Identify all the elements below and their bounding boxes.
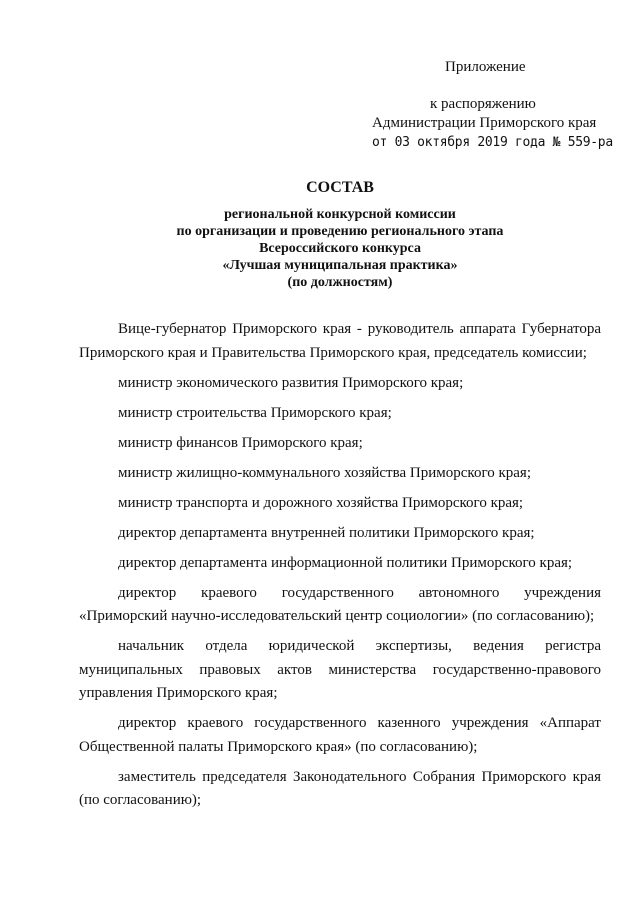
members-list (79, 318, 601, 819)
title-main: СОСТАВ (306, 179, 374, 196)
title-line-2: по организации и проведению регионального этапа (176, 224, 504, 239)
appendix-label: Приложение (445, 59, 526, 75)
member-item: директор краевого государственного казенного учреждения «Аппарат Общественной палаты Приморского края» (по согласованию); (79, 715, 601, 755)
title-line-4: «Лучшая муниципальная практика» (222, 258, 458, 273)
title-line-1: региональной конкурсной комиссии (224, 207, 456, 222)
member-item: министр строительства Приморского края; (118, 404, 392, 421)
member-item: Вице-губернатор Приморского края - руководитель аппарата Губернатора Приморского края и Правительства Приморского края, председатель комиссии; (79, 321, 601, 361)
member-item: заместитель председателя Законодательного Собрания Приморского края (по согласованию); (79, 768, 601, 808)
member-item: начальник отдела юридической экспертизы, ведения регистра муниципальных правовых актов министерства государственно-правового управления Приморского края; (79, 638, 601, 701)
member-item: министр жилищно-коммунального хозяйства Приморского края; (118, 464, 531, 481)
member-item: директор департамента информационной политики Приморского края; (118, 554, 573, 571)
member-item: директор краевого государственного автономного учреждения «Приморский научно-исследовательский центр социологии» (по согласованию); (79, 584, 601, 624)
member-item: министр транспорта и дорожного хозяйства Приморского края; (118, 494, 524, 511)
member-item: директор департамента внутренней политики Приморского края; (118, 524, 535, 541)
appendix-order-ref: к распоряжению (430, 96, 536, 112)
appendix-date-number: от 03 октября 2019 года № 559-ра (372, 135, 613, 150)
member-item: министр финансов Приморского края; (118, 434, 363, 451)
title-line-5: (по должностям) (287, 275, 393, 290)
appendix-header (370, 58, 620, 152)
document-title (80, 178, 600, 291)
title-line-3: Всероссийского конкурса (259, 241, 421, 256)
member-item: министр экономического развития Приморского края; (118, 374, 464, 391)
appendix-issuer: Администрации Приморского края (372, 115, 597, 131)
